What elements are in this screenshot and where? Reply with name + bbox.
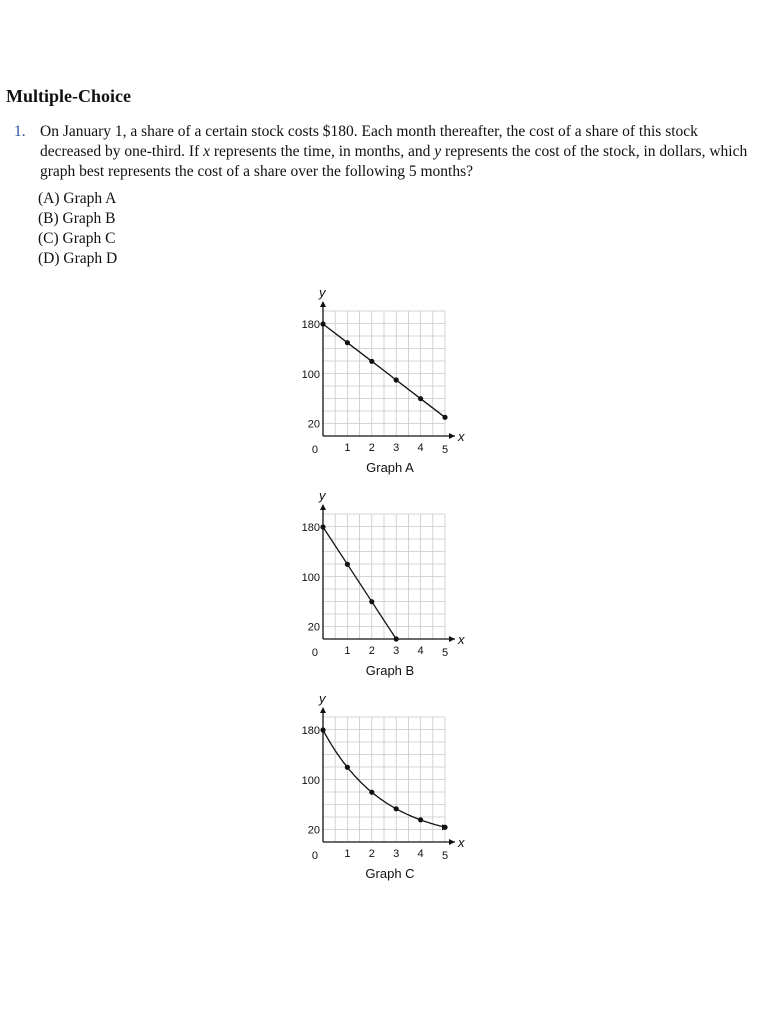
question-text-part-1: On January 1, a share of a certain stock costs $180. Each month thereafter, the cost of a share of this stock decreased by one-third. If: [40, 123, 698, 160]
x-tick-label: 4: [417, 442, 424, 454]
x-axis-arrow-icon: [449, 839, 455, 845]
choice-letter: (C): [38, 230, 59, 247]
y-axis-arrow-icon: [320, 707, 326, 713]
data-point: [320, 524, 325, 529]
x-tick-label: 3: [393, 442, 400, 454]
x-axis-label: x: [458, 429, 465, 444]
y-tick-label: 100: [301, 774, 320, 787]
data-point: [418, 396, 423, 401]
y-axis-arrow-icon: [320, 504, 326, 510]
question-block: [14, 122, 762, 182]
y-axis-arrow-icon: [320, 301, 326, 307]
data-point: [394, 377, 399, 382]
graph-title: Graph A: [366, 460, 414, 475]
graph-title: Graph B: [365, 663, 415, 678]
y-tick-label: 100: [301, 571, 320, 584]
x-tick-label: 4: [417, 848, 424, 860]
x-axis-label: x: [458, 835, 465, 850]
data-point: [369, 359, 374, 364]
y-axis-label: y: [319, 285, 326, 300]
choice-letter: (B): [38, 210, 59, 227]
x-tick-label: 5: [441, 850, 449, 862]
choice-b[interactable]: [38, 209, 117, 229]
y-tick-label: 180: [301, 522, 320, 534]
data-point: [369, 790, 374, 795]
x-tick-label: 3: [393, 848, 400, 860]
question-text-part-2: represents the time, in months, and: [210, 143, 435, 160]
choice-letter: (D): [38, 250, 60, 267]
x-axis-arrow-icon: [449, 433, 455, 439]
y-tick-label: 100: [301, 368, 320, 381]
y-tick-label: 180: [301, 319, 320, 331]
choice-c[interactable]: [38, 229, 117, 249]
x-tick-label: 2: [368, 442, 375, 454]
graph-c: [288, 688, 488, 888]
choice-a[interactable]: [38, 189, 117, 209]
question-number: 1.: [14, 123, 26, 140]
data-point: [345, 765, 350, 770]
data-point: [394, 806, 399, 811]
x-axis-label: x: [458, 632, 465, 647]
choice-letter: (A): [38, 190, 60, 207]
graph-b: [288, 485, 488, 685]
data-point: [345, 340, 350, 345]
x-tick-label: 5: [441, 647, 449, 659]
graph-a: [288, 282, 488, 482]
answer-choices: [38, 189, 117, 269]
y-tick-label: 180: [301, 725, 320, 737]
data-point: [320, 727, 325, 732]
x-tick-label: 3: [393, 645, 400, 657]
y-axis-label: y: [319, 691, 326, 706]
question-text-part-3: represents the cost of the stock, in dollars, which graph best represents the cost of a share over the following 5 months?: [40, 143, 748, 180]
y-tick-label: 20: [307, 621, 320, 634]
data-point: [442, 415, 447, 420]
y-tick-label: 20: [307, 824, 320, 837]
x-tick-label: 0: [311, 444, 318, 456]
data-point: [320, 321, 325, 326]
x-tick-label: 2: [368, 645, 375, 657]
x-tick-label: 2: [368, 848, 375, 860]
choice-d[interactable]: [38, 249, 117, 269]
data-point: [394, 636, 399, 641]
data-point: [418, 817, 423, 822]
data-point: [345, 562, 350, 567]
section-title: Multiple-Choice: [6, 86, 131, 106]
choice-label: Graph B: [62, 210, 116, 227]
graph-title: Graph C: [365, 866, 415, 881]
grid: [323, 717, 445, 842]
x-axis-arrow-icon: [449, 636, 455, 642]
x-tick-label: 1: [344, 442, 351, 454]
y-tick-label: 20: [307, 418, 320, 431]
x-tick-label: 4: [417, 645, 424, 657]
x-tick-label: 1: [344, 848, 351, 860]
x-tick-label: 5: [441, 444, 449, 456]
choice-label: Graph D: [63, 250, 118, 267]
x-tick-label: 0: [311, 850, 318, 862]
choice-label: Graph C: [62, 230, 116, 247]
x-tick-label: 1: [344, 645, 351, 657]
question-text: [40, 122, 762, 182]
variable-y: y: [434, 143, 442, 160]
grid: [323, 311, 445, 436]
y-axis-label: y: [319, 488, 326, 503]
x-tick-label: 0: [311, 647, 318, 659]
choice-label: Graph A: [63, 190, 117, 207]
variable-x: x: [203, 143, 210, 160]
data-point: [369, 599, 374, 604]
